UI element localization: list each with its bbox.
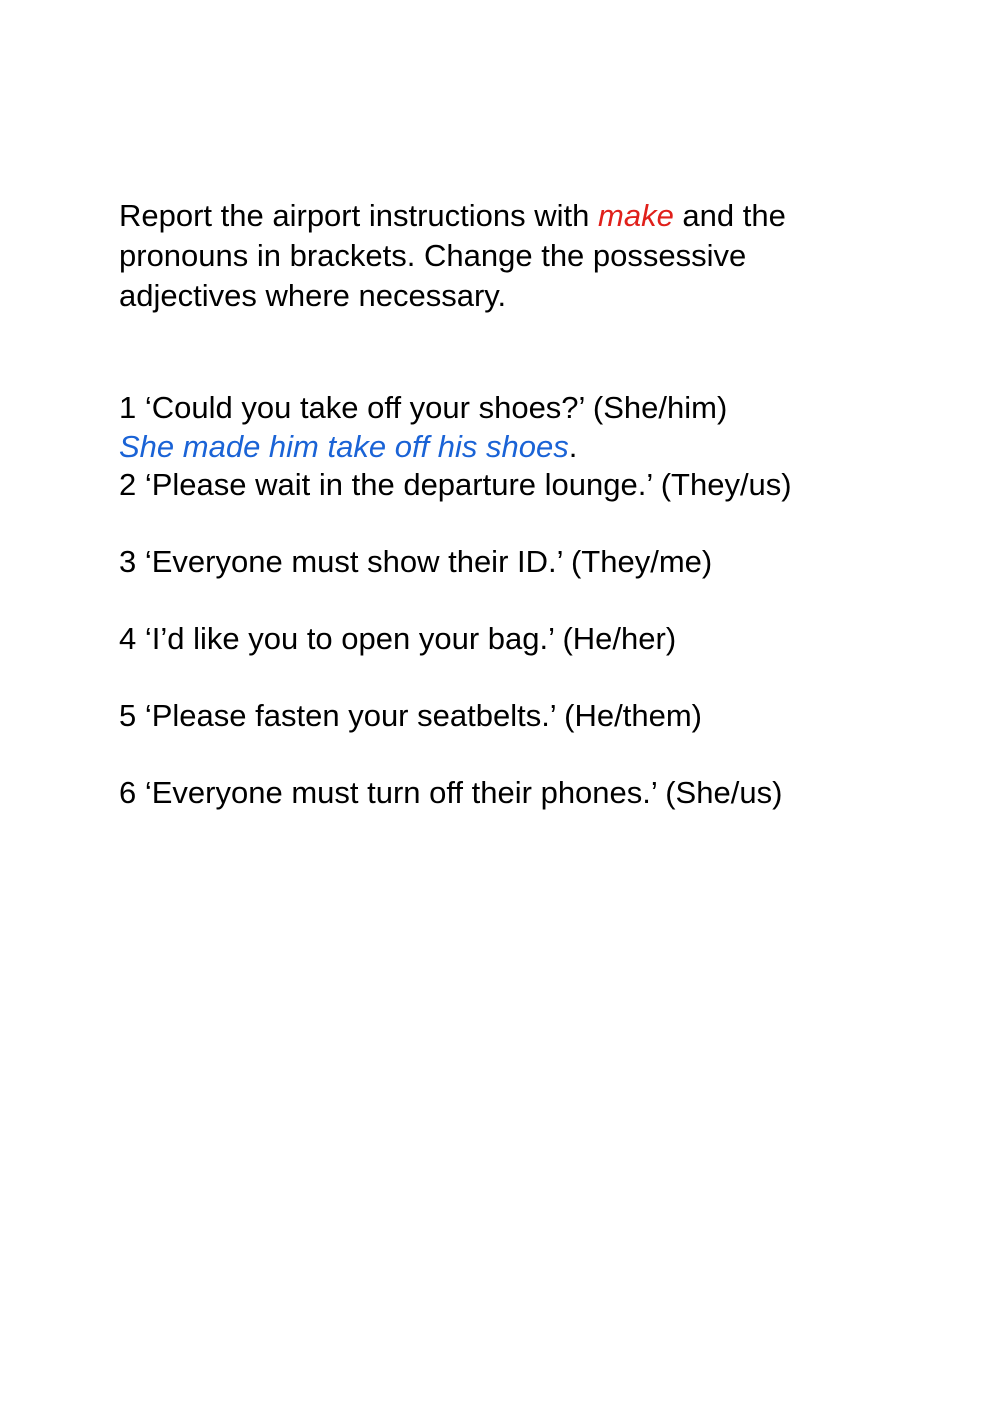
exercise-item-2: 2 ‘Please wait in the departure lounge.’ (They/us) [119, 467, 792, 502]
instructions-text-before: Report the airport instructions with [119, 198, 598, 233]
exercise-item-6: 6 ‘Everyone must turn off their phones.’ (She/us) [119, 775, 783, 810]
exercise-item-4: 4 ‘I’d like you to open your bag.’ (He/her) [119, 621, 677, 656]
example-answer-text: She made him take off his shoes [119, 428, 569, 464]
exercise-item-1: 1 ‘Could you take off your shoes?’ (She/him) [119, 390, 728, 425]
exercise-item-3: 3 ‘Everyone must show their ID.’ (They/me) [119, 544, 713, 579]
answer-space [119, 582, 979, 621]
instructions-text-after: and the pronouns in brackets. Change the possessive adjectives where necessary. [119, 198, 786, 313]
instructions-keyword: make [598, 198, 674, 233]
example-answer [119, 428, 979, 467]
answer-space [119, 736, 979, 775]
answer-space [119, 505, 979, 544]
exercise-list [119, 389, 979, 813]
example-answer-period: . [568, 428, 578, 464]
answer-space [119, 659, 979, 698]
exercise-item-5: 5 ‘Please fasten your seatbelts.’ (He/them) [119, 698, 702, 733]
task-instructions [119, 196, 879, 316]
